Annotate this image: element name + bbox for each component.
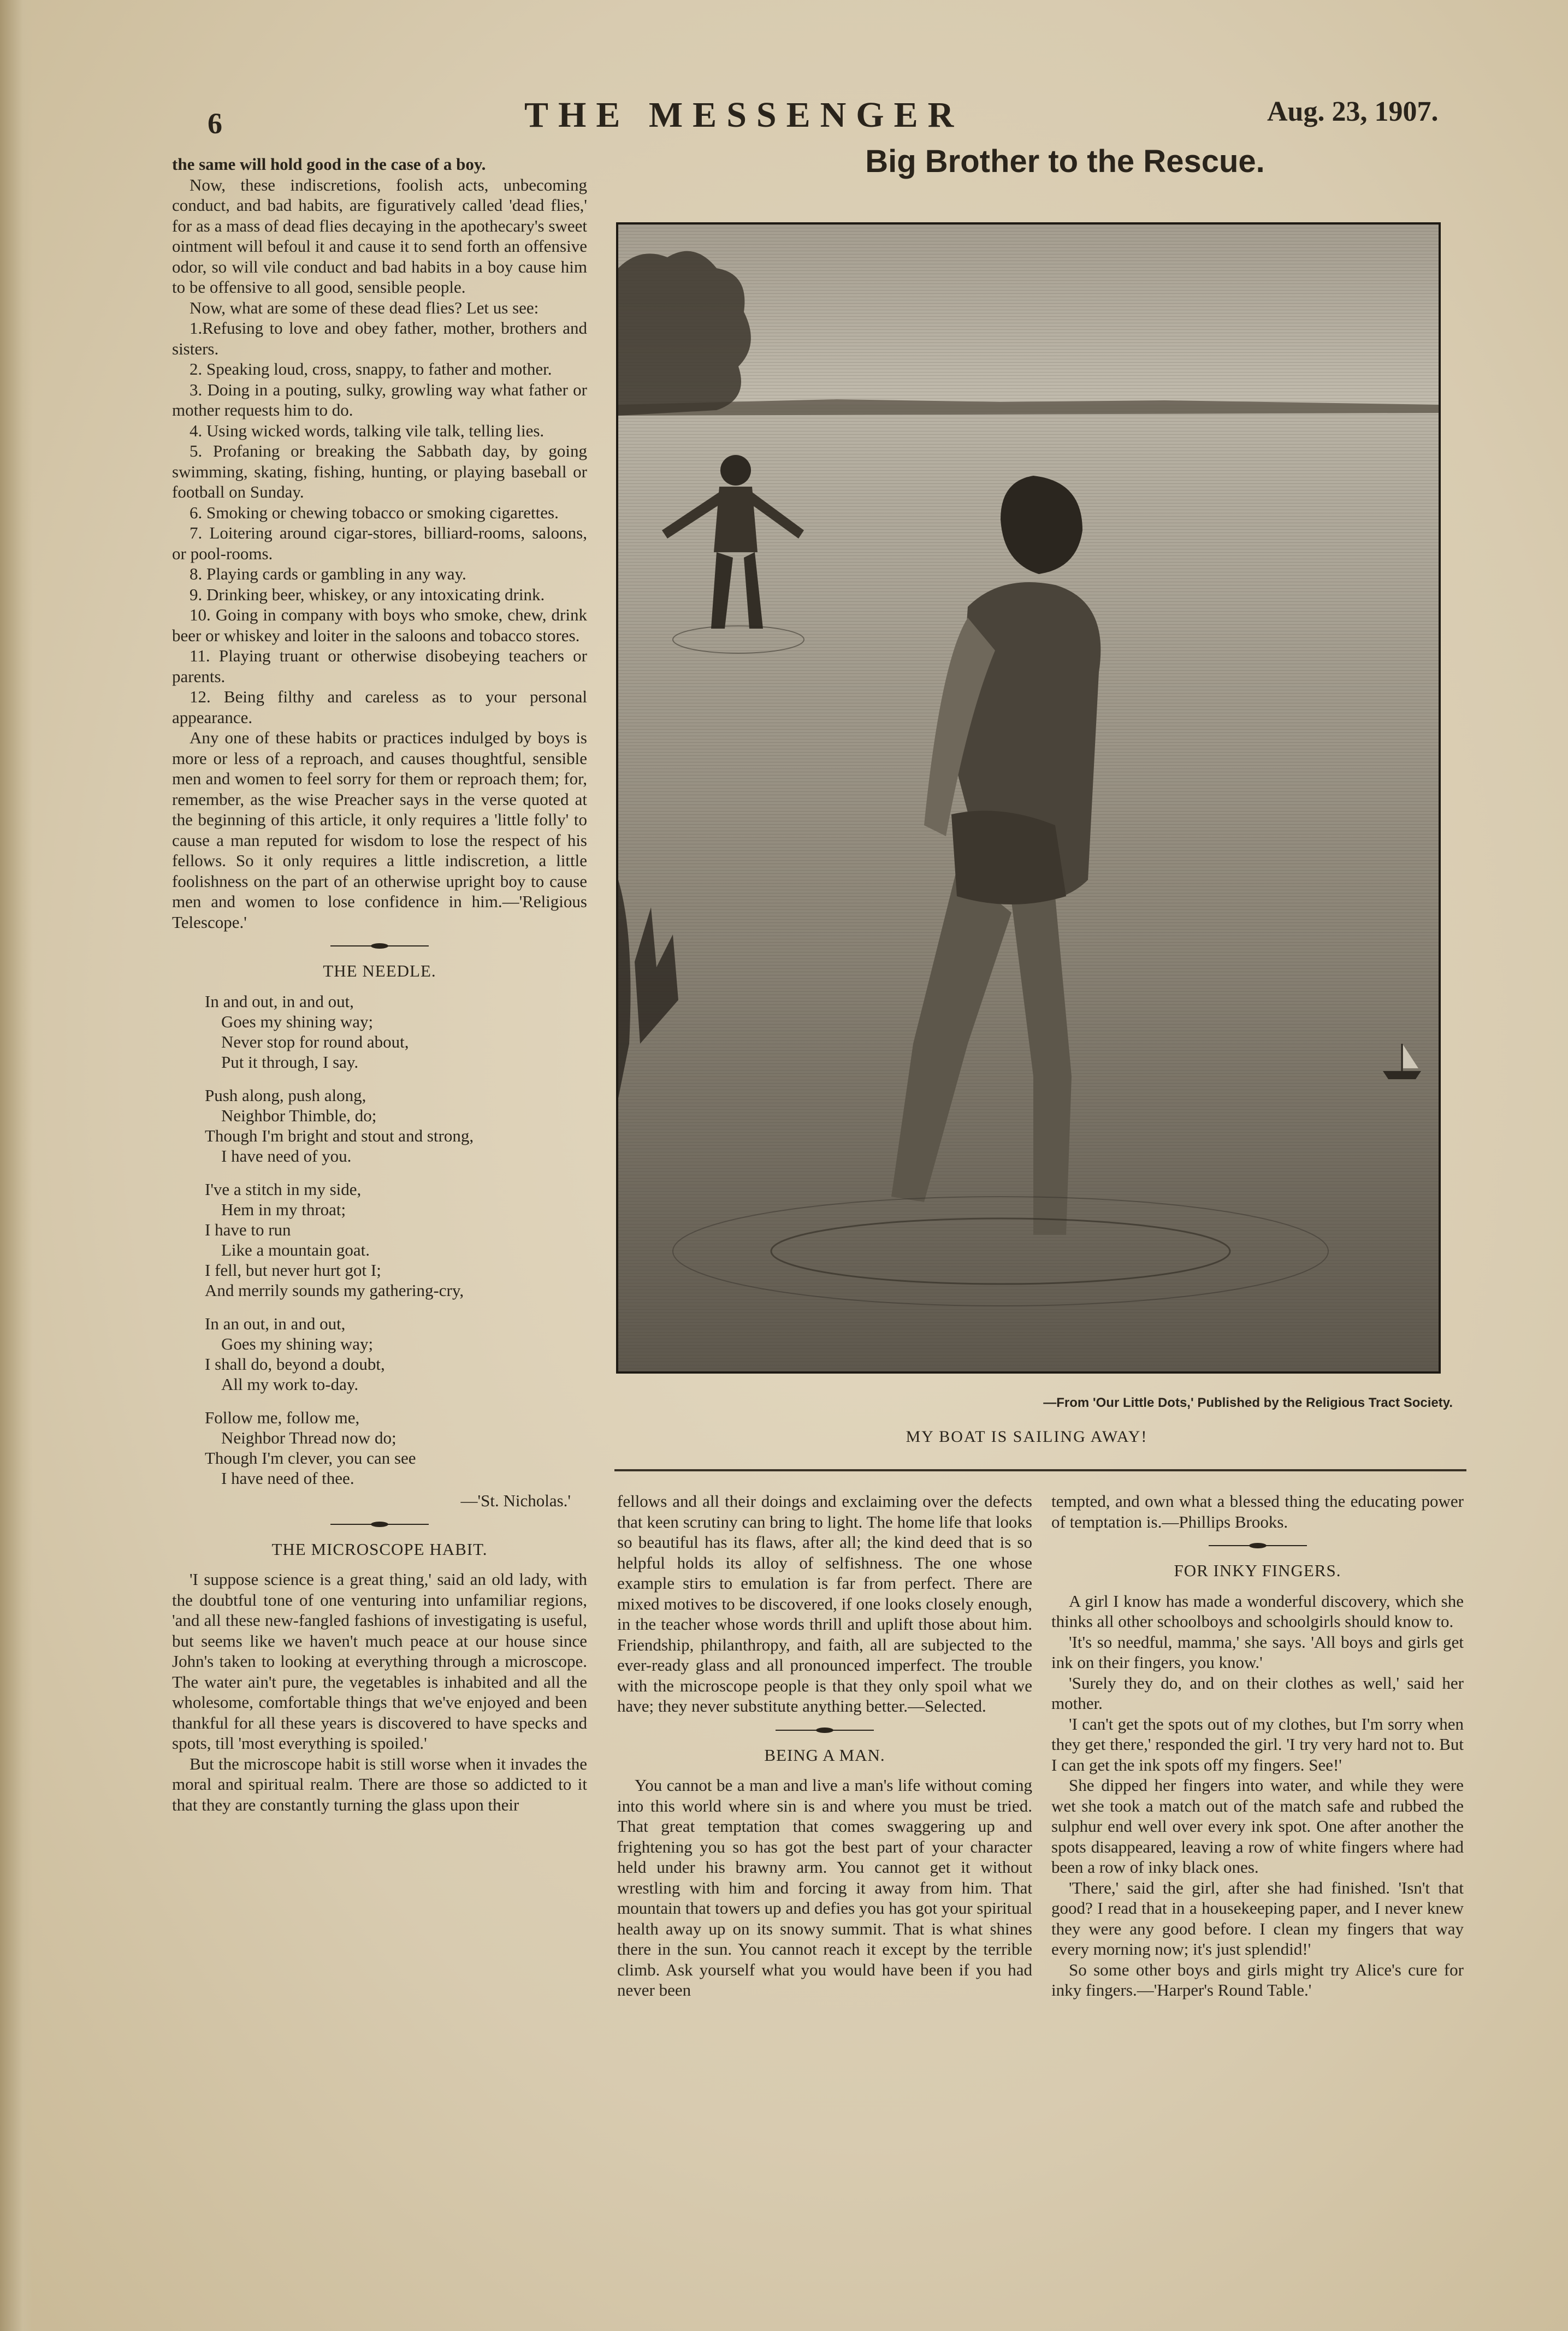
poem-line: I have need of you.	[221, 1146, 352, 1166]
poem-line: Put it through, I say.	[221, 1052, 359, 1072]
poem-line: I've a stitch in my side,	[205, 1179, 362, 1199]
horizontal-rule	[614, 1469, 1466, 1471]
inky-fingers-title: FOR INKY FINGERS.	[1174, 1561, 1341, 1580]
poem-line: I have to run	[205, 1220, 291, 1239]
masthead-title: THE MESSENGER	[524, 95, 964, 135]
poem-stanza	[205, 1407, 587, 1488]
list-item: 8. Playing cards or gambling in any way.	[190, 564, 466, 583]
article-paragraph: 'I suppose science is a great thing,' said an old lady, with the doubtful tone of one venturing into unfamiliar regions, 'and all these new-fangled fashions of investigating is useful, but seems like we haven't much peace at our house since John's taken to looking at everything through a microscope. The water ain't pure, the vegetables is inhabited and all the wholesome, comfortable things that we've enjoyed and been thankful for all these years is discovered to have specks and spots, till 'most everything is spoiled.'	[172, 1570, 587, 1753]
poem-line: Hem in my throat;	[221, 1199, 346, 1219]
article-paragraph: tempted, and own what a blessed thing the educating power of temptation is.—Phillips Brooks.	[1051, 1492, 1464, 1531]
poem-line: Like a mountain goat.	[221, 1240, 370, 1259]
section-divider-ornament	[1209, 1542, 1307, 1549]
page-header	[164, 85, 1475, 140]
article-paragraph: She dipped her fingers into water, and while they were wet she took a match out of the match safe and rubbed the sulphur end well over every ink spot. One after another the spots disappeared, leaving a row of white fingers where had been a row of inky black ones.	[1051, 1776, 1464, 1877]
poem-stanza	[205, 1085, 587, 1166]
poem-line: Though I'm clever, you can see	[205, 1448, 416, 1468]
list-item: 5. Profaning or breaking the Sabbath day, by going swimming, skating, fishing, hunting, or playing baseball or football on Sunday.	[172, 441, 587, 501]
picture-title: Big Brother to the Rescue.	[865, 144, 1265, 179]
article-paragraph: the same will hold good in the case of a boy.	[172, 155, 486, 174]
article-paragraph: But the microscope habit is still worse when it invades the moral and spiritual realm. There are those so addicted to it that they are constantly turning the glass upon their	[172, 1754, 587, 1814]
poem-line: I shall do, beyond a doubt,	[205, 1354, 385, 1374]
list-item: 11. Playing truant or otherwise disobeying teachers or parents.	[172, 646, 587, 686]
poem-line: Never stop for round about,	[221, 1032, 409, 1051]
poem-source: —'St. Nicholas.'	[460, 1490, 571, 1510]
poem-line: Goes my shining way;	[221, 1011, 374, 1031]
poem-stanza	[205, 991, 587, 1072]
poem-stanza	[205, 1179, 587, 1300]
section-divider-ornament	[330, 1521, 429, 1528]
article-paragraph: A girl I know has made a wonderful discovery, which she thinks all other schoolboys and schoolgirls should know to.	[1051, 1591, 1464, 1631]
poem-line: I fell, but never hurt got I;	[205, 1260, 381, 1280]
list-item: 4. Using wicked words, talking vile talk, telling lies.	[190, 421, 545, 440]
article-paragraph: 'I can't get the spots out of my clothes, but I'm sorry when they get there,' responded the girl. 'I try very hard not to. But I can get the ink spots off my fingers. See!'	[1051, 1714, 1464, 1774]
picture-caption: MY BOAT IS SAILING AWAY!	[906, 1428, 1148, 1446]
list-item: 2. Speaking loud, cross, snappy, to father and mother.	[190, 359, 552, 378]
list-item: 6. Smoking or chewing tobacco or smoking cigarettes.	[190, 502, 559, 522]
poem-line: I have need of thee.	[221, 1468, 354, 1488]
article-paragraph: 'It's so needful, mamma,' she says. 'All boys and girls get ink on their fingers, you know.'	[1051, 1632, 1464, 1672]
article-paragraph: fellows and all their doings and exclaiming over the defects that keen scrutiny can bring to light. The home life that looks so beautiful has its flaws, after all; the kind deed that is so helpful holds its alloy of selfishness. The one whose example stirs to emulation is far from perfect. There are mixed motives to be discovered, if one looks closely enough, in the teacher whose words thrill and uplift those about him. Friendship, philanthropy, and faith, all are subjected to the ever-ready glass and all pronounced imperfect. The trouble with the microscope people is that they only spoil what we have; they never substitute anything better.—Selected.	[617, 1492, 1032, 1715]
poem-line: And merrily sounds my gathering-cry,	[205, 1280, 464, 1300]
section-divider-ornament	[776, 1726, 874, 1734]
list-item: 7. Loitering around cigar-stores, billiard-rooms, saloons, or pool-rooms.	[172, 523, 587, 563]
poem-line: Goes my shining way;	[221, 1334, 374, 1353]
microscope-title: THE MICROSCOPE HABIT.	[271, 1539, 488, 1559]
right-column	[1051, 1491, 1464, 2001]
article-paragraph: You cannot be a man and live a man's life without coming into this world where sin is and where you must be tried. That great temptation that comes swaggering up and frightening you so has got the best part of your character held under his brawny arm. You cannot get it without wrestling with him and forcing it away from him. That mountain that towers up and defies you has got your spiritual health away up on its snowy summit. That is what shines there in the sun. You cannot reach it except by the terrible climb. Ask yourself what you would have been if you had never been	[617, 1776, 1032, 1999]
poem-line: In an out, in and out,	[205, 1314, 346, 1333]
poem-line: Follow me, follow me,	[205, 1407, 360, 1427]
list-item: 1.Refusing to love and obey father, mother, brothers and sisters.	[172, 318, 587, 358]
list-item: 9. Drinking beer, whiskey, or any intoxicating drink.	[190, 584, 545, 604]
poem-line: All my work to-day.	[221, 1374, 359, 1394]
needle-poem	[205, 991, 587, 1511]
list-item: 12. Being filthy and careless as to your personal appearance.	[172, 687, 587, 727]
article-paragraph: Any one of these habits or practices indulged by boys is more or less of a reproach, and causes thoughtful, sensible men and women to feel sorry for them or reproach them; for, remember, as the wise Preacher says in the verse quoted at the beginning of this article, it only requires a 'little folly' to cause a man reputed for wisdom to lose the respect of his fellows. So it only requires a little indiscretion, a little foolishness on the part of an otherwise upright boy to cause men and women to lose confidence in him.—'Religious Telescope.'	[172, 728, 587, 932]
article-paragraph: Now, these indiscretions, foolish acts, unbecoming conduct, and bad habits, are figuratively called 'dead flies,' for as a mass of dead flies decaying in the apothecary's sweet ointment will befoul it and cause it to send forth an offensive odor, so will vile conduct and bad habits in a boy cause him to be offensive to all good, sensible people.	[172, 175, 587, 297]
section-divider-ornament	[330, 942, 429, 950]
article-paragraph: So some other boys and girls might try Alice's cure for inky fingers.—'Harper's Round Table.'	[1051, 1960, 1464, 1999]
poem-line: In and out, in and out,	[205, 991, 354, 1011]
being-a-man-title: BEING A MAN.	[764, 1745, 885, 1765]
poem-line: Neighbor Thread now do;	[221, 1428, 397, 1447]
engraving-illustration	[616, 222, 1441, 1374]
article-paragraph: Now, what are some of these dead flies? Let us see:	[190, 298, 539, 317]
middle-column	[617, 1491, 1032, 2001]
article-paragraph: 'There,' said the girl, after she had finished. 'Isn't that good? I read that in a housekeeping paper, and I never knew they were any good before. I clean my fingers that way every morning now; it's just splendid!'	[1051, 1878, 1464, 1959]
list-item: 3. Doing in a pouting, sulky, growling way what father or mother requests him to do.	[172, 380, 587, 419]
boys-wading-illustration	[618, 224, 1439, 1371]
page-number: 6	[208, 107, 222, 140]
picture-credit: —From 'Our Little Dots,' Published by the Religious Tract Society.	[1043, 1395, 1453, 1410]
poem-line: Neighbor Thimble, do;	[221, 1105, 377, 1125]
page-binding-edge	[0, 0, 33, 2331]
issue-date: Aug. 23, 1907.	[1267, 96, 1439, 127]
left-column	[172, 154, 587, 1815]
poem-line: Though I'm bright and stout and strong,	[205, 1126, 474, 1145]
poem-stanza	[205, 1314, 587, 1394]
poem-line: Push along, push along,	[205, 1085, 366, 1105]
list-item: 10. Going in company with boys who smoke, chew, drink beer or whiskey and loiter in the saloons and tobacco stores.	[172, 605, 587, 645]
needle-title: THE NEEDLE.	[323, 961, 436, 980]
article-paragraph: 'Surely they do, and on their clothes as well,' said her mother.	[1051, 1673, 1464, 1713]
